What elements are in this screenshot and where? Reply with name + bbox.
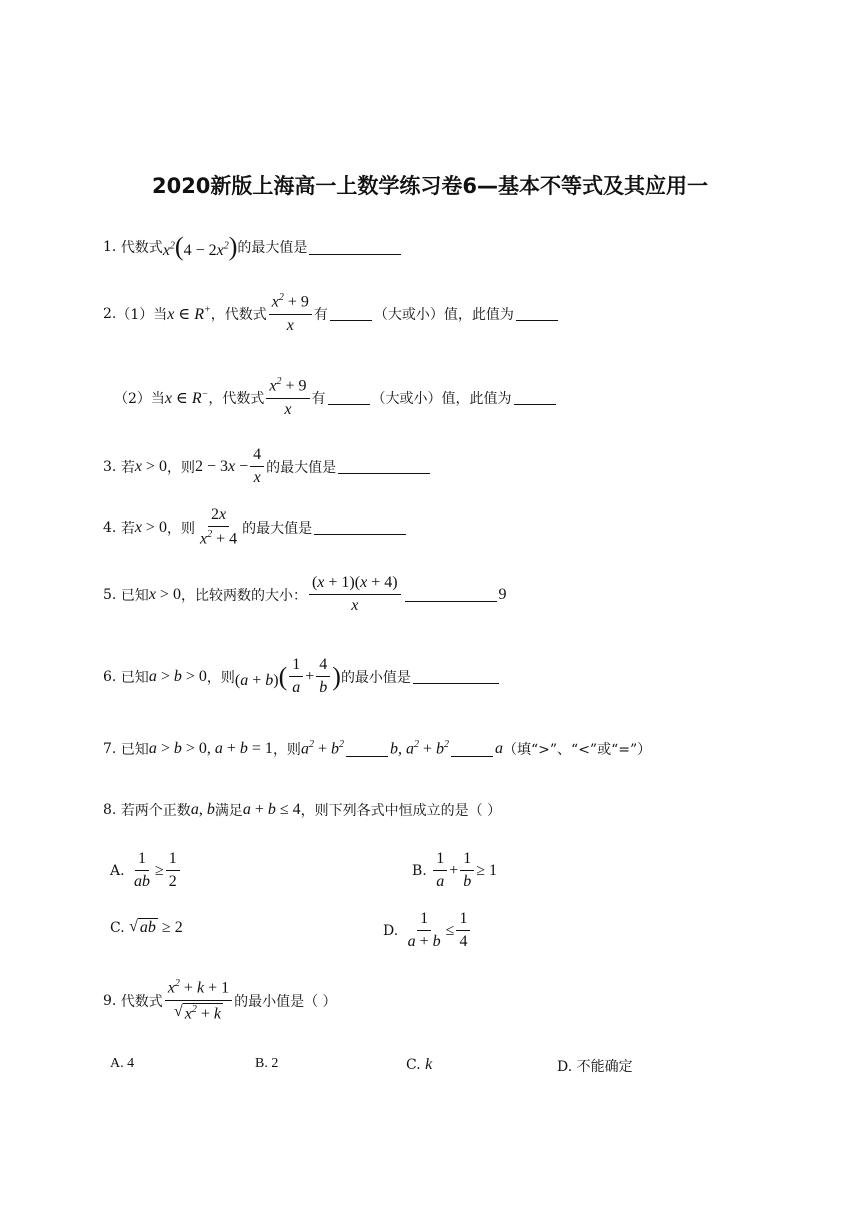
question-text: 代数式: [120, 993, 163, 1010]
math-expression: $a^2 + b^2$: [300, 739, 344, 758]
fraction: $\frac{1}{ab}$: [134, 850, 151, 891]
math-expression: 2 − 3x −: [194, 457, 249, 475]
fraction: $\frac{x^2 + 9}{x}$: [269, 292, 312, 335]
answer-blank[interactable]: [346, 742, 388, 757]
question-number: 2.: [103, 305, 117, 322]
question-text: ，代数式: [208, 390, 265, 407]
question-text: 的最大值是: [266, 459, 337, 476]
question-text: 9: [498, 585, 507, 603]
fraction: $\frac{(x + 1)(x + 4)}{x}$: [309, 574, 401, 616]
math-expression: √ ab: [129, 918, 156, 936]
math-expression: (a + b)(: [234, 661, 288, 691]
math-expression: x ∈ R+: [167, 304, 211, 323]
question-text: 已知: [120, 587, 149, 604]
question-text: ，代数式: [210, 306, 267, 323]
question-text: ，则: [206, 669, 235, 686]
question-7: [103, 739, 651, 759]
answer-blank[interactable]: [330, 306, 372, 321]
question-text: 有: [313, 306, 328, 323]
question-6: 6. 已知 a > b > 0 ，则 (a + b)( $\frac{1}{a}$ + $\frac{4}{b}$ ) 的最小值是: [103, 656, 501, 698]
question-text: ，比较两数的大小：: [180, 587, 307, 604]
question-number: 6.: [103, 668, 117, 685]
fraction: $\frac{1}{2}$: [166, 850, 180, 892]
option-label: C.: [406, 1057, 421, 1073]
question-text: 若: [120, 459, 135, 476]
question-text: （1）当: [116, 306, 168, 323]
question-5: [103, 574, 507, 616]
question-number: 9.: [103, 992, 117, 1009]
question-text: 的最大值是: [242, 520, 313, 537]
question-text: 的最小值是（ ）: [234, 993, 337, 1010]
question-text: 已知: [120, 669, 149, 686]
answer-blank[interactable]: [516, 306, 558, 321]
answer-blank[interactable]: [451, 742, 493, 757]
option-label: B. 2: [255, 1056, 279, 1071]
math-expression: a + b ≤ 4: [242, 801, 301, 818]
question-text: 有: [311, 390, 326, 407]
math-expression: x > 0: [134, 457, 167, 475]
question-text: 若: [120, 520, 135, 537]
question-text: 代数式: [120, 240, 163, 256]
question-number: 7.: [103, 741, 117, 757]
question-8: [103, 800, 501, 820]
q8-option-d[interactable]: D. $\frac{1}{a + b}$ ≤ $\frac{1}{4}$: [383, 910, 472, 952]
fraction: $\frac{4}{x}$: [250, 446, 264, 488]
answer-blank[interactable]: [328, 390, 370, 405]
question-text: 已知: [120, 742, 149, 758]
answer-blank[interactable]: [514, 390, 556, 405]
question-number: 8.: [103, 802, 117, 818]
fraction: $\frac{1}{a}$: [433, 850, 447, 892]
q9-option-c[interactable]: [406, 1056, 432, 1074]
question-text: （大或小）值，此值为: [373, 306, 514, 323]
question-text: （2）当: [114, 390, 165, 407]
answer-blank[interactable]: [314, 520, 406, 535]
fraction: $\frac{4}{b}$: [316, 656, 330, 698]
question-text: 若两个正数: [120, 803, 191, 819]
option-label: A.: [110, 862, 125, 879]
answer-blank[interactable]: [405, 587, 497, 602]
question-9: [103, 978, 337, 1023]
math-expression: k: [425, 1056, 433, 1073]
question-1: [103, 232, 403, 262]
math-expression: b, $a^2 + b^2$: [389, 739, 449, 758]
question-4: [103, 506, 408, 549]
q8-option-b[interactable]: B. $\frac{1}{a}$ + $\frac{1}{b}$ ≥ 1: [412, 850, 498, 891]
page-title: 2020新版上海高一上数学练习卷6—基本不等式及其应用一: [151, 174, 709, 198]
question-text: （大或小）值，此值为: [371, 390, 512, 407]
math-expression: x > 0: [134, 518, 167, 536]
math-expression: a > b > 0, a + b = 1: [148, 740, 273, 757]
question-number: 4.: [103, 519, 117, 536]
question-number: 3.: [103, 458, 117, 475]
fraction: $\frac{1}{a}$: [289, 656, 303, 698]
answer-blank[interactable]: [309, 240, 401, 255]
math-expression: x ∈ R−: [164, 388, 209, 407]
option-label: D.: [383, 922, 399, 939]
question-2-part-1: [103, 292, 560, 335]
question-number: 5.: [103, 586, 117, 603]
option-label: B.: [412, 862, 427, 879]
fraction: $\frac{x^2 + 9}{x}$: [266, 376, 309, 419]
question-text: ，则: [166, 459, 195, 476]
question-2-part-2: [114, 376, 558, 419]
math-expression: a, b: [190, 801, 215, 818]
q9-option-a[interactable]: [110, 1056, 134, 1072]
fraction: $x^2 + k + 1$ √ $x^2 + k$: [165, 978, 232, 1023]
question-text: 的最大值是: [237, 240, 308, 256]
question-text: ，则: [166, 520, 195, 537]
math-expression: a > b > 0: [148, 667, 207, 685]
answer-blank[interactable]: [413, 669, 499, 684]
q9-option-b[interactable]: [255, 1056, 278, 1072]
option-label: D. 不能确定: [557, 1059, 633, 1075]
question-3: [103, 446, 432, 488]
q8-option-a[interactable]: A. $\frac{1}{ab}$ ≥ $\frac{1}{2}$: [110, 850, 182, 892]
option-label: C.: [110, 919, 125, 936]
math-expression: a: [495, 740, 503, 757]
fraction: $\frac{1}{a + b}$: [407, 910, 441, 951]
question-text: ，则: [272, 742, 301, 758]
option-label: A. 4: [110, 1056, 135, 1071]
fraction: $\frac{1}{4}$: [456, 910, 470, 952]
question-text: ，则下列各式中恒成立的是（ ）: [300, 803, 502, 819]
q9-option-d[interactable]: [557, 1056, 633, 1076]
q8-option-c[interactable]: C. √ ab ≥ 2: [110, 918, 183, 936]
fraction: $\frac{1}{b}$: [460, 850, 474, 892]
fraction: $\frac{2x}{x^2 + 4}$: [199, 506, 238, 548]
question-text: 的最小值是: [340, 669, 411, 686]
question-text: （填“>”、“<”或“=”）: [503, 742, 652, 758]
math-expression: $x^2(4 - 2x^2)$: [162, 232, 238, 261]
answer-blank[interactable]: [338, 459, 430, 474]
question-number: 1.: [103, 239, 117, 255]
question-text: 满足: [214, 803, 243, 819]
math-expression: x > 0: [148, 585, 181, 603]
